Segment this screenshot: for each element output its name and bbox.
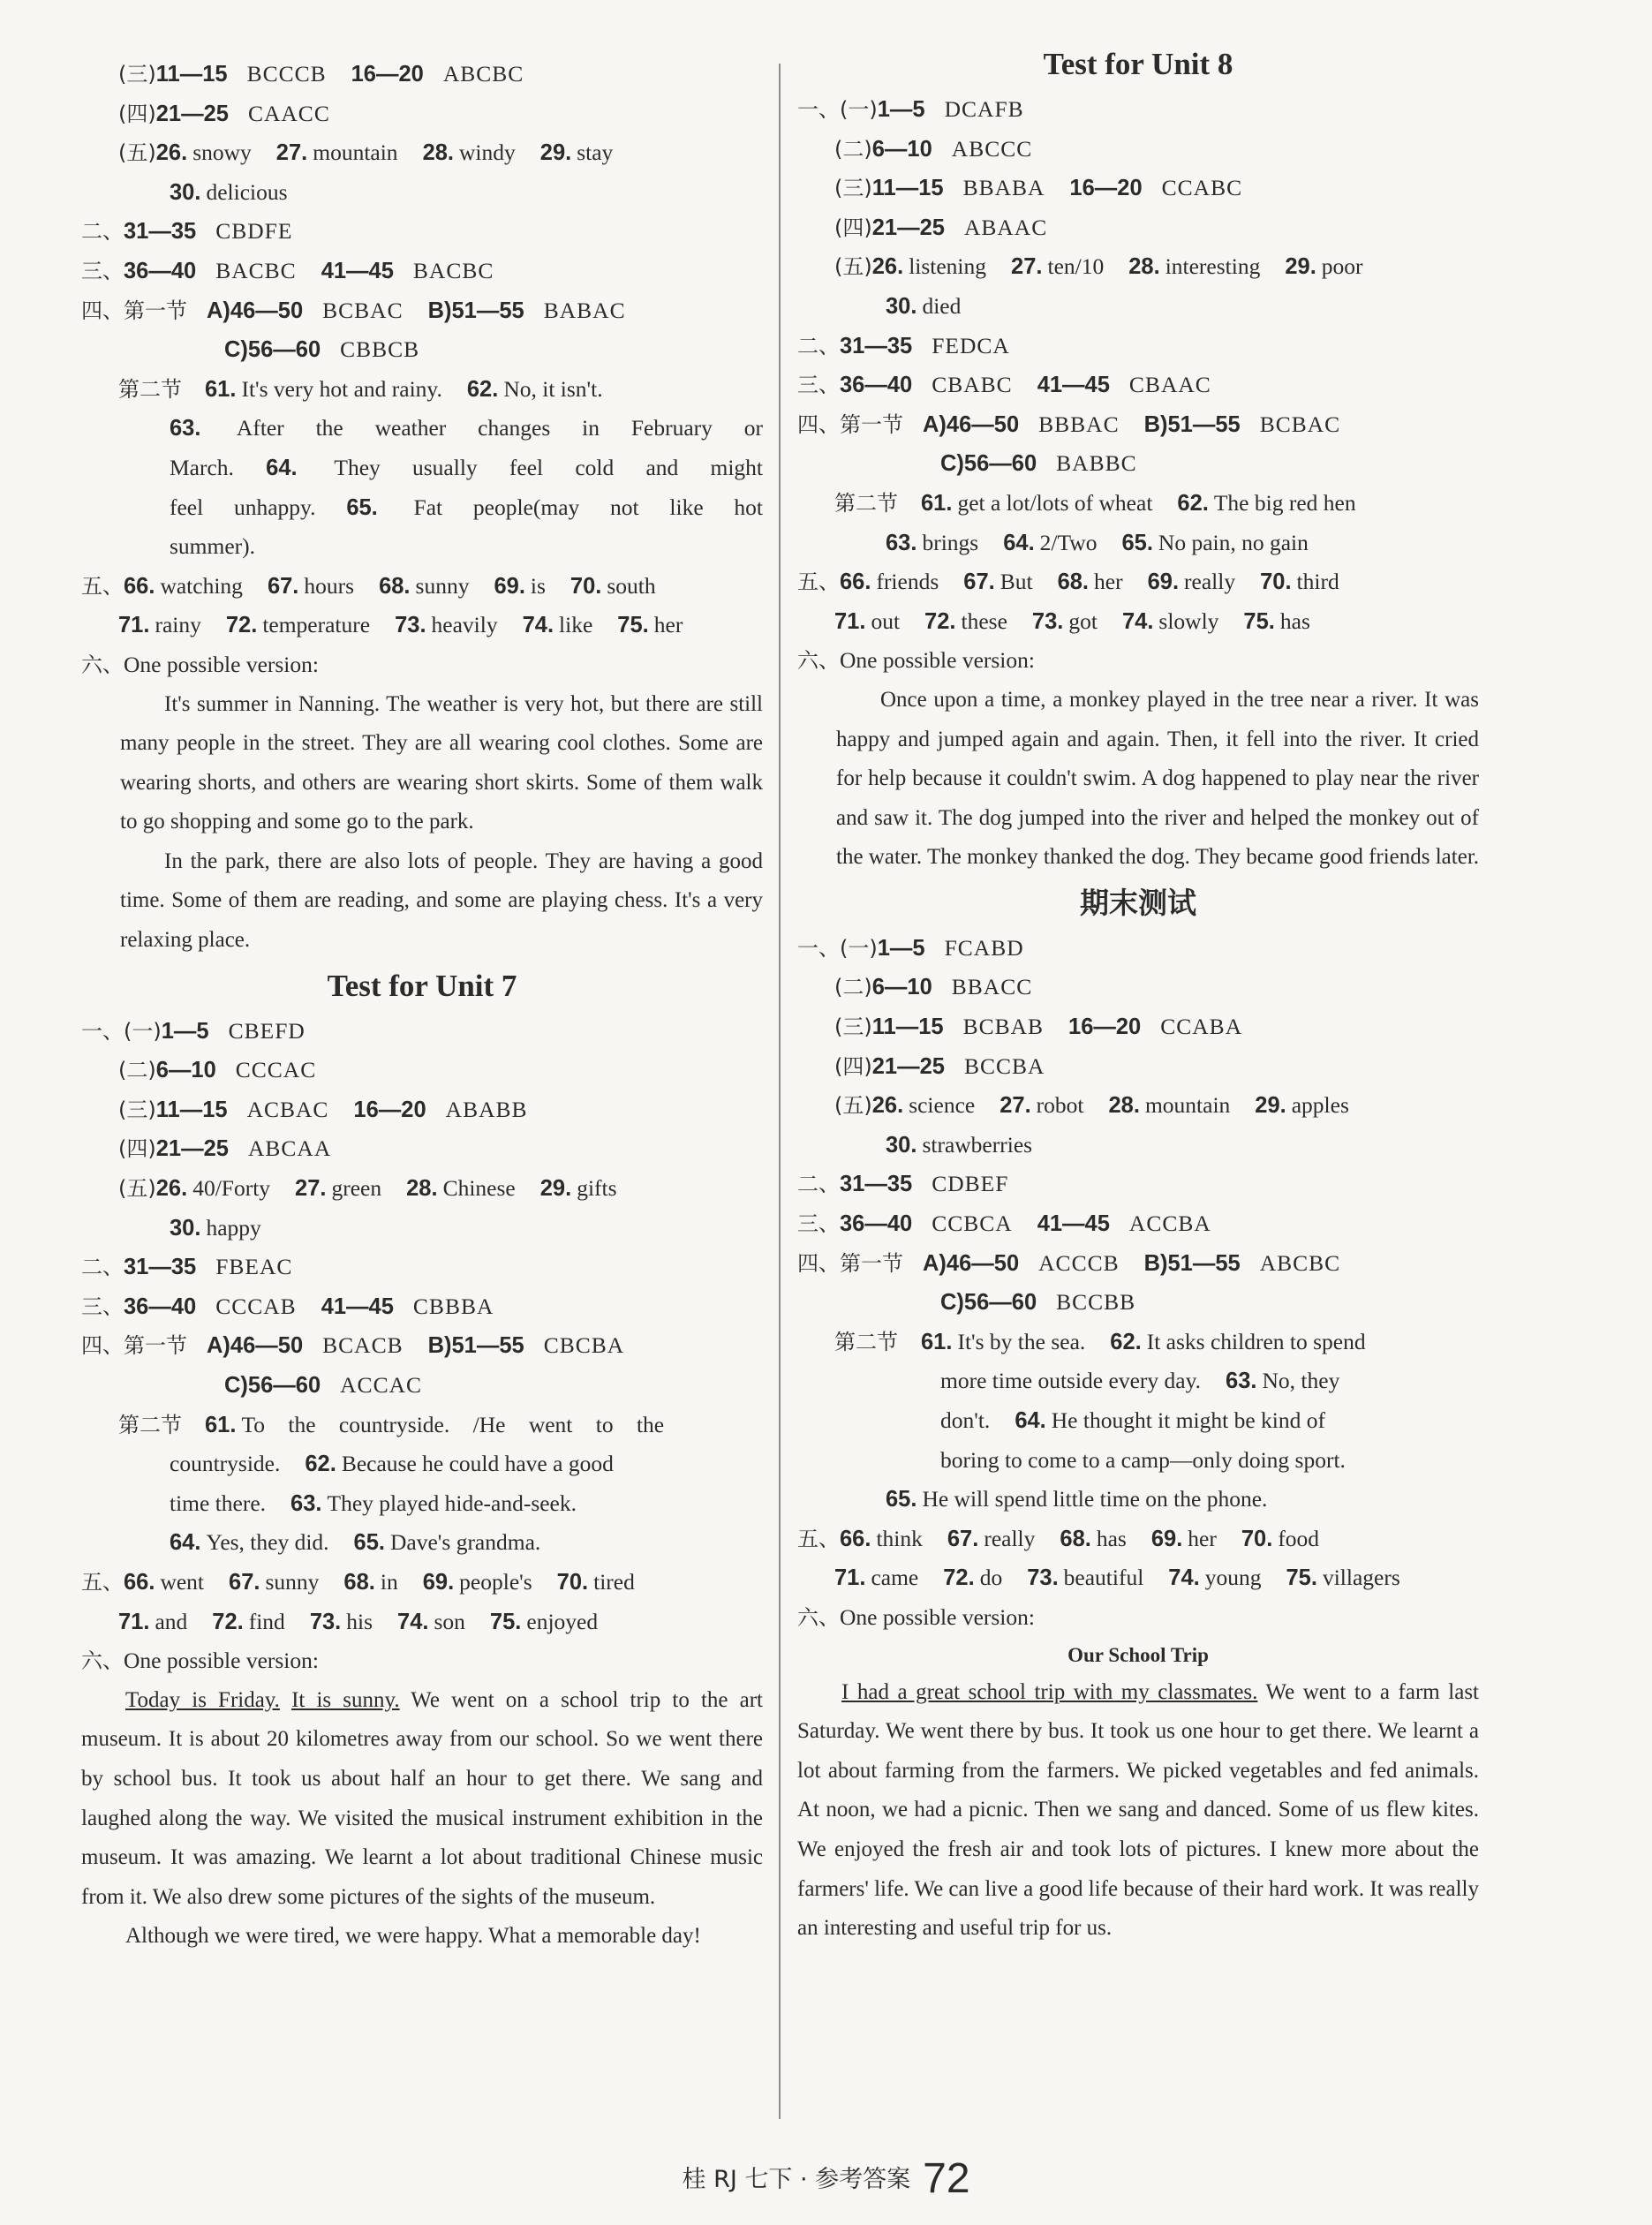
- answer-row: 第二节 61. get a lot/lots of wheat 62. The big red hen: [834, 489, 1356, 516]
- answer-row: (三)11—15 BCBAB 16—20 CCABA: [834, 1014, 1243, 1040]
- answer-row: 五、66. friends 67. But 68. her 69. really 70. third: [797, 569, 1339, 595]
- answer-row: 二、31—35 FBEAC: [81, 1254, 293, 1280]
- answer-row: 63. After the weather changes in February or: [170, 415, 764, 441]
- answer-row: summer).: [170, 533, 256, 560]
- answer-row: 第二节 61. To the countryside. /He went to the: [118, 1411, 665, 1437]
- answer-row: 五、66. went 67. sunny 68. in 69. people's 70. tired: [81, 1568, 635, 1595]
- section-title: Test for Unit 7: [327, 968, 517, 1003]
- section-title: 期末测试: [1080, 885, 1196, 920]
- answer-row: 30. died: [886, 292, 962, 319]
- answer-row: C)56—60 BABBC: [940, 450, 1137, 477]
- answer-row: 三、36—40 CCCAB 41—45 CBBBA: [81, 1293, 494, 1319]
- section-title: Test for Unit 8: [1043, 47, 1233, 81]
- answer-row: (五)26. listening 27. ten/10 28. interesting 29. poor: [834, 253, 1363, 280]
- essay-title: Our School Trip: [1067, 1643, 1209, 1666]
- answer-row: 30. strawberries: [886, 1131, 1033, 1158]
- answer-row: 四、第一节 A)46—50 BCACB B)51—55 CBCBA: [81, 1332, 625, 1359]
- answer-row: (四)21—25 ABAAC: [834, 214, 1048, 240]
- answer-row: 三、36—40 BACBC 41—45 BACBC: [81, 257, 494, 283]
- essay-paragraph: It's summer in Nanning. The weather is very hot, but there are still many people in the street. They are all wearing cool clothes. Some are wearing shorts, and others are wearing short skirts. Some of them walk to go shopping and some go to the park.: [120, 691, 763, 834]
- answer-row: 71. out 72. these 73. got 74. slowly 75. has: [834, 607, 1310, 634]
- answer-row: (三)11—15 BBABA 16—20 CCABC: [834, 175, 1243, 201]
- answer-row: (四)21—25 BCCBA: [834, 1052, 1045, 1079]
- answer-row: 四、第一节 A)46—50 BBBAC B)51—55 BCBAC: [797, 411, 1341, 437]
- answer-row: 63. brings 64. 2/Two 65. No pain, no gain: [886, 529, 1309, 555]
- answer-row: 第二节 61. It's very hot and rainy. 62. No, it isn't.: [118, 375, 603, 402]
- answer-row: 64. Yes, they did. 65. Dave's grandma.: [170, 1529, 541, 1556]
- answer-row: 六、One possible version:: [81, 651, 319, 677]
- answer-row: (五)26. science 27. robot 28. mountain 29. apples: [834, 1092, 1349, 1119]
- answer-row: 五、66. think 67. really 68. has 69. her 70. food: [797, 1525, 1320, 1551]
- answer-row: 二、31—35 CBDFE: [81, 218, 293, 245]
- answer-row: C)56—60 BCCBB: [940, 1289, 1136, 1316]
- answer-row: 三、36—40 CBABC 41—45 CBAAC: [797, 372, 1211, 398]
- answer-row: 五、66. watching 67. hours 68. sunny 69. is 70. south: [81, 572, 656, 599]
- answer-row: (三)11—15 BCCCB 16—20 ABCBC: [118, 61, 524, 87]
- answer-row: 一、(一)1—5 FCABD: [797, 934, 1024, 961]
- answer-row: 三、36—40 CCBCA 41—45 ACCBA: [797, 1211, 1211, 1237]
- answer-row: (三)11—15 ACBAC 16—20 ABABB: [118, 1096, 528, 1122]
- page-footer: [0, 2154, 1652, 2203]
- answer-row: C)56—60 ACCAC: [224, 1372, 422, 1398]
- answer-row: March. 64. They usually feel cold and might: [170, 454, 764, 480]
- answer-row: time there. 63. They played hide-and-seek.: [170, 1490, 577, 1516]
- answer-row: (二)6—10 CCCAC: [118, 1057, 317, 1083]
- answer-row: 30. happy: [170, 1214, 261, 1241]
- answer-row: more time outside every day. 63. No, they: [940, 1368, 1340, 1394]
- page-number: 72: [923, 2155, 970, 2202]
- answer-row: (四)21—25 CAACC: [118, 100, 330, 126]
- answer-row: don't. 64. He thought it might be kind of: [940, 1407, 1325, 1433]
- left-column: [81, 55, 763, 1957]
- essay-paragraph: Once upon a time, a monkey played in the tree near a river. It was happy and jumped again and again. Then, it fell into the river. It cried for help because it couldn't swim. A dog happened to play near the river and saw it. The dog jumped into the river and helped the monkey out of the water. The monkey thanked the dog. They became good friends later.: [836, 687, 1480, 870]
- answer-row: 71. and 72. find 73. his 74. son 75. enjoyed: [118, 1608, 599, 1634]
- answer-row: 71. rainy 72. temperature 73. heavily 74. like 75. her: [118, 612, 683, 638]
- answer-row: feel unhappy. 65. Fat people(may not like hot: [170, 494, 764, 520]
- answer-row: countryside. 62. Because he could have a good: [170, 1451, 614, 1477]
- answer-row: 一、(一)1—5 DCAFB: [797, 96, 1024, 122]
- essay-paragraph: I had a great school trip with my classmates. We went to a farm last Saturday. We went there by bus. It took us one hour to get there. We learnt a lot about farming from the farmers. We picked vegetables and fed animals. At noon, we had a picnic. Then we sang and danced. Some of us flew kites. We enjoyed the fresh air and took lots of pictures. I knew more about the farmers' life. We can live a good life because of their hard work. It was really an interesting and useful trip for us.: [797, 1679, 1479, 1941]
- answer-row: C)56—60 CBBCB: [224, 336, 420, 363]
- answer-row: (四)21—25 ABCAA: [118, 1135, 332, 1162]
- answer-row: 六、One possible version:: [81, 1648, 319, 1674]
- footer-label: 桂 RJ 七下 · 参考答案: [682, 2166, 911, 2193]
- answer-row: 六、One possible version:: [797, 647, 1035, 674]
- answer-row: 71. came 72. do 73. beautiful 74. young 75. villagers: [834, 1565, 1400, 1591]
- answer-row: 四、第一节 A)46—50 BCBAC B)51—55 BABAC: [81, 297, 626, 323]
- essay-paragraph: In the park, there are also lots of people. They are having a good time. Some of them are reading, and some are playing chess. It's a very relaxing place.: [120, 849, 763, 953]
- answer-row: 二、31—35 FEDCA: [797, 332, 1010, 358]
- answer-row: 二、31—35 CDBEF: [797, 1171, 1009, 1197]
- answer-row: boring to come to a camp—only doing sport.: [940, 1446, 1346, 1473]
- answer-row: 六、One possible version:: [797, 1603, 1035, 1630]
- answer-row: 一、(一)1—5 CBEFD: [81, 1017, 306, 1044]
- essay-paragraph: Although we were tired, we were happy. What a memorable day!: [125, 1924, 701, 1949]
- answer-row: 四、第一节 A)46—50 ACCCB B)51—55 ABCBC: [797, 1249, 1341, 1276]
- answer-row: (五)26. 40/Forty 27. green 28. Chinese 29. gifts: [118, 1175, 617, 1202]
- answer-row: (二)6—10 BBACC: [834, 974, 1033, 1000]
- answer-row: (五)26. snowy 27. mountain 28. windy 29. stay: [118, 140, 614, 166]
- column-divider: [779, 64, 781, 2119]
- essay-paragraph: Today is Friday. It is sunny. We went on a school trip to the art museum. It is about 20 kilometres away from our school. So we went there by school bus. It took us about half an hour to get there. We sang and laughed along the way. We visited the musical instrument exhibition in the museum. It was amazing. We learnt a lot about traditional Chinese music from it. We also drew some pictures of the sights of the museum.: [81, 1687, 763, 1909]
- answer-row: 65. He will spend little time on the phone.: [886, 1486, 1268, 1512]
- right-column: [797, 47, 1480, 1949]
- answer-row: 第二节 61. It's by the sea. 62. It asks children to spend: [834, 1328, 1366, 1354]
- answer-row: 30. delicious: [170, 178, 288, 205]
- answer-row: (二)6—10 ABCCC: [834, 135, 1033, 162]
